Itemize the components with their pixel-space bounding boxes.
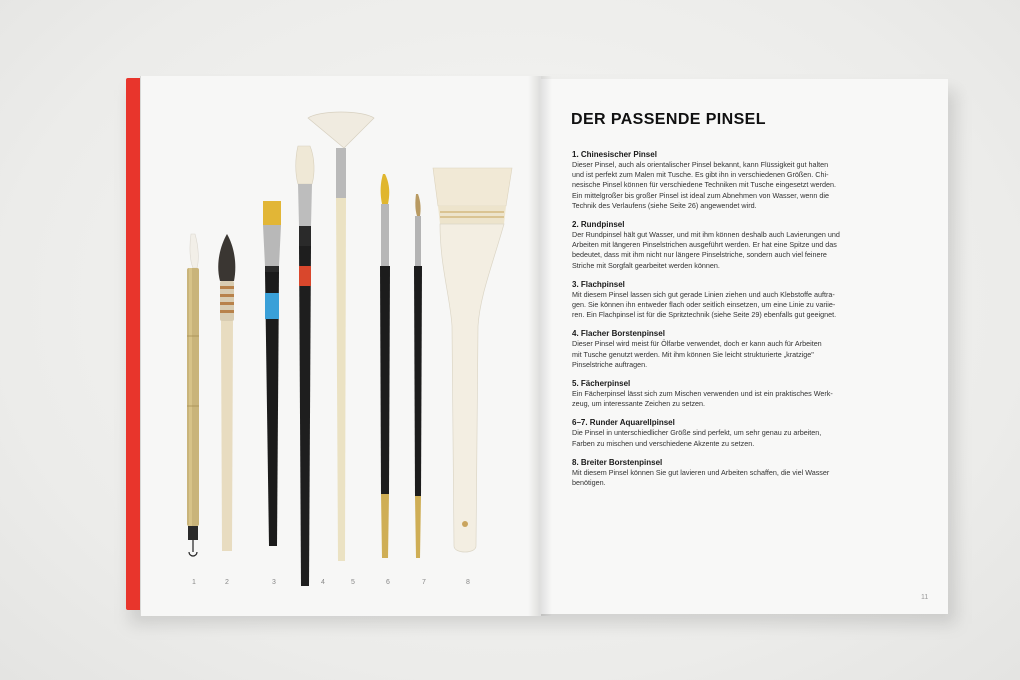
entry-body: Mit diesem Pinsel können Sie gut lavieren und Arbeiten schaffen, die viel Wasser benötigen. <box>572 467 830 488</box>
brushes-illustration <box>140 76 540 616</box>
brush-number: 4 <box>321 579 325 586</box>
brush-number: 1 <box>192 579 196 586</box>
brush-number: 6 <box>386 579 390 586</box>
brush-number: 3 <box>272 579 276 586</box>
description-entry <box>572 219 888 271</box>
entry-heading: 3. Flachpinsel <box>572 279 625 289</box>
brush-number: 5 <box>351 579 355 586</box>
brush-descriptions <box>572 149 888 496</box>
brush-number: 8 <box>466 579 470 586</box>
description-entry <box>572 328 888 370</box>
entry-heading: 1. Chinesischer Pinsel <box>572 150 657 159</box>
brush-4-flat-bristle <box>296 146 314 586</box>
entry-body: Dieser Pinsel, auch als orientalischer Pinsel bekannt, kann Flüssigkeit gut halten und ist perfekt zum Malen mit Tusche. Es gibt ihn in verschiedenen Größen. Chi- nesische Pinsel können für verschiedene Techniken mit Tusche eingesetzt werden. Ein mittelgroßer bis großer Pinsel ist ideal zum Abnehmen von Wasser, wenn die Technik des Verlaufens (siehe Seite 26) angewendet wird. <box>572 160 836 210</box>
brush-number: 7 <box>422 579 426 586</box>
page-title: DER PASSENDE PINSEL <box>571 111 766 128</box>
entry-heading: 6–7. Runder Aquarellpinsel <box>572 418 675 428</box>
description-entry <box>572 279 888 321</box>
page-number: 11 <box>921 594 929 601</box>
brush-3-flat <box>263 201 281 546</box>
brush-7-watercolor-small <box>414 194 422 558</box>
entry-body: Die Pinsel in unterschiedlicher Größe sind perfekt, um sehr genau zu arbeiten, Farben zu mischen und verschiedene Akzente zu setzen. <box>572 428 822 448</box>
description-entry <box>572 457 888 488</box>
description-entry <box>572 417 888 448</box>
entry-heading: 2. Rundpinsel <box>572 220 625 230</box>
brush-2-round <box>218 234 235 551</box>
brush-8-hake <box>433 168 512 552</box>
entry-heading: 4. Flacher Borstenpinsel <box>572 329 665 339</box>
entry-body: Ein Fächerpinsel lässt sich zum Mischen verwenden und ist ein praktisches Werk- zeug, um interessante Zeichen zu setzen. <box>572 389 833 409</box>
brush-1-chinese <box>187 234 199 556</box>
brush-5-fan <box>308 112 374 561</box>
entry-body: Dieser Pinsel wird meist für Ölfarbe verwendet, doch er kann auch für Arbeiten mit Tusche genutzt werden. Mit ihm können Sie leicht strukturierte „kratzige" Pinselstriche auftragen. <box>572 339 822 369</box>
description-entry <box>572 149 888 211</box>
entry-body: Mit diesem Pinsel lassen sich gut gerade Linien ziehen und auch Klebstoffe auftra- gen. Sie können ihn entweder flach oder seitlich einsetzen, um eine Linie zu variie- ren. Ein Flachpinsel ist für die Spritztechnik (siehe Seite 29) ebenfalls gut geeignet. <box>572 289 837 320</box>
brush-6-watercolor <box>380 174 390 558</box>
entry-body: Der Rundpinsel hält gut Wasser, und mit ihm können deshalb auch Lavierungen und Arbeiten mit längeren Pinselstrichen ausgeführt werden. Er hat eine Spitze und das bedeutet, dass mit ihm nicht nur längere Pinselstriche, sondern auch viel feinere Striche mit Sorgfalt gearbeitet werden können. <box>572 230 840 270</box>
description-entry <box>572 378 888 409</box>
brush-number: 2 <box>225 579 229 586</box>
entry-heading: 5. Fächerpinsel <box>572 379 631 389</box>
entry-heading: 8. Breiter Borstenpinsel <box>572 457 663 467</box>
